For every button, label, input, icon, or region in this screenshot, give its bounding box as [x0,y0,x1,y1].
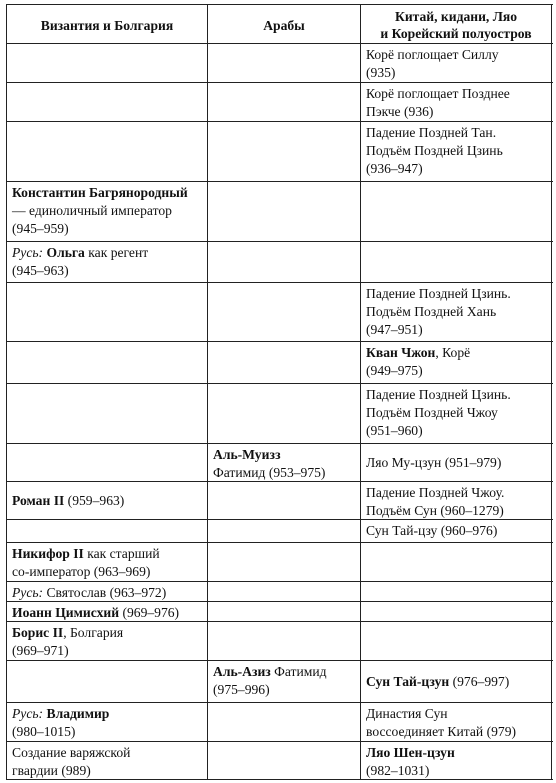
cell-text: Падение Поздней Тан. [366,125,497,140]
cell-text: как старший [83,546,160,561]
table-cell [7,492,207,510]
cell-line [12,545,202,563]
cell-line [366,103,546,121]
column-header-arabs [208,17,360,34]
cell-line [366,46,546,64]
cell-text: (951–960) [366,423,423,438]
cell-text: Падение Поздней Цзинь. [366,387,511,402]
cell-text: воссоединяет Китай (979) [366,724,517,739]
cell-name-bold: Аль-Муизз [213,447,281,462]
table-cell [361,744,551,780]
cell-line [366,484,546,502]
cell-text: (935) [366,65,396,80]
column-header-byzantium-bulgaria [7,17,207,34]
cell-label-italic: Русь: [12,585,44,600]
cell-text: (969–976) [119,605,180,620]
cell-line [213,663,355,681]
cell-line [12,492,202,510]
cell-name-bold: Сун Тай-цзун [366,674,450,689]
cell-line [12,202,202,220]
row-divider [7,341,553,342]
cell-line [366,502,546,520]
cell-label-italic: Русь: [12,245,44,260]
table-cell [361,124,551,178]
cell-name-bold: Роман II [12,493,65,508]
column-header-china-korea [361,8,551,42]
cell-text: (975–996) [213,682,270,697]
table-cell [7,604,207,622]
cell-label-italic: Русь: [12,706,44,721]
cell-text: гвардии (989) [12,763,91,778]
cell-text: Фатимид [270,664,327,679]
cell-line [12,604,202,622]
cell-name-bold: Никифор II [12,546,84,561]
table-cell [208,663,360,699]
cell-text: Корё поглощает Позднее [366,86,510,101]
table-cell [208,446,360,482]
cell-line [213,681,355,699]
cell-text: (982–1031) [366,763,430,778]
cell-text: , Корё [435,345,471,360]
cell-line [366,404,546,422]
cell-line [12,563,202,581]
cell-line [366,160,546,178]
cell-text: (976–997) [449,674,510,689]
cell-line [12,184,202,202]
cell-line [366,723,546,741]
cell-line [366,422,546,440]
cell-text: (945–963) [12,263,69,278]
cell-line [12,705,202,723]
cell-line [366,124,546,142]
cell-name-bold: Владимир [46,706,110,721]
cell-line [366,522,546,540]
cell-text: Падение Поздней Чжоу. [366,485,505,500]
cell-line [366,344,546,362]
cell-text: (980–1015) [12,724,76,739]
table-right-border [551,4,552,780]
cell-name-bold: Аль-Азиз [213,664,271,679]
table-cell [7,545,207,581]
cell-line [213,464,355,482]
table-cell [361,454,551,472]
table-cell [7,624,207,660]
cell-text: Фатимид (953–975) [213,465,326,480]
column-header-line: и Корейский полуостров [380,26,532,41]
cell-text: Падение Поздней Цзинь. [366,286,511,301]
cell-line [12,642,202,660]
table-cell [361,522,551,540]
cell-name-bold: Ольга [46,245,85,260]
column-header-line: Китай, кидани, Ляо [394,9,518,24]
row-divider [7,542,553,543]
cell-line [366,454,546,472]
cell-line [12,723,202,741]
table-cell [7,744,207,780]
row-divider [7,702,553,703]
cell-line [12,262,202,280]
cell-text: (969–971) [12,643,69,658]
table-cell [361,85,551,121]
row-divider [7,741,553,742]
cell-line [366,285,546,303]
table-cell [361,705,551,741]
row-divider [7,121,553,122]
row-divider [7,181,553,182]
cell-text: Корё поглощает Силлу [366,47,499,62]
cell-name-bold: Кван Чжон [366,345,436,360]
table-cell [361,46,551,82]
table-cell [361,285,551,339]
table-top-border [7,4,553,5]
cell-line [12,244,202,262]
row-divider [7,383,553,384]
cell-name-bold: Борис II [12,625,64,640]
cell-line [12,220,202,238]
cell-line [366,744,546,762]
table-cell [361,673,551,691]
cell-text: Подъём Поздней Хань [366,304,497,319]
table-cell [7,184,207,238]
cell-text: (947–951) [366,322,423,337]
cell-text: со-император (963–969) [12,564,151,579]
cell-line [12,624,202,642]
cell-text: (945–959) [12,221,69,236]
cell-line [213,446,355,464]
column-header-line: Арабы [263,17,305,33]
table-cell [7,705,207,741]
cell-text: Подъём Поздней Цзинь [366,143,503,158]
cell-line [366,64,546,82]
row-divider [7,581,553,582]
cell-line [366,362,546,380]
cell-text: Ляо Му-цзун (951–979) [366,455,502,470]
cell-line [366,303,546,321]
row-divider [7,443,553,444]
table-left-border [6,4,7,780]
cell-text: Создание варяжской [12,745,131,760]
cell-text: Подъём Поздней Чжоу [366,405,498,420]
table-cell [7,584,207,602]
cell-name-bold: Константин Багрянородный [12,185,188,200]
cell-text: (949–975) [366,363,423,378]
table-cell [361,386,551,440]
cell-line [12,762,202,780]
cell-line [366,85,546,103]
cell-text: Пэкче (936) [366,104,434,119]
cell-text: , Болгария [63,625,124,640]
row-divider [7,282,553,283]
row-divider [7,660,553,661]
cell-text: — единоличный император [12,203,172,218]
cell-line [366,321,546,339]
row-divider [7,82,553,83]
cell-text: Династия Сун [366,706,448,721]
table-cell [361,344,551,380]
cell-text: как регент [84,245,149,260]
cell-line [12,744,202,762]
cell-line [366,673,546,691]
column-header-line: Византия и Болгария [40,17,174,33]
table-cell [7,244,207,280]
cell-name-bold: Иоанн Цимисхий [12,605,120,620]
cell-name-bold: Ляо Шен-цзун [366,745,455,760]
cell-line [366,142,546,160]
cell-line [366,762,546,780]
cell-line [366,386,546,404]
cell-text: Сун Тай-цзу (960–976) [366,523,498,538]
header-separator [7,43,553,44]
cell-text: Подъём Сун (960–1279) [366,503,504,518]
table-cell [361,484,551,520]
row-divider [7,241,553,242]
cell-line [12,584,202,602]
cell-text: (959–963) [64,493,125,508]
cell-line [366,705,546,723]
cell-text: Святослав (963–972) [43,585,167,600]
cell-text: (936–947) [366,161,423,176]
